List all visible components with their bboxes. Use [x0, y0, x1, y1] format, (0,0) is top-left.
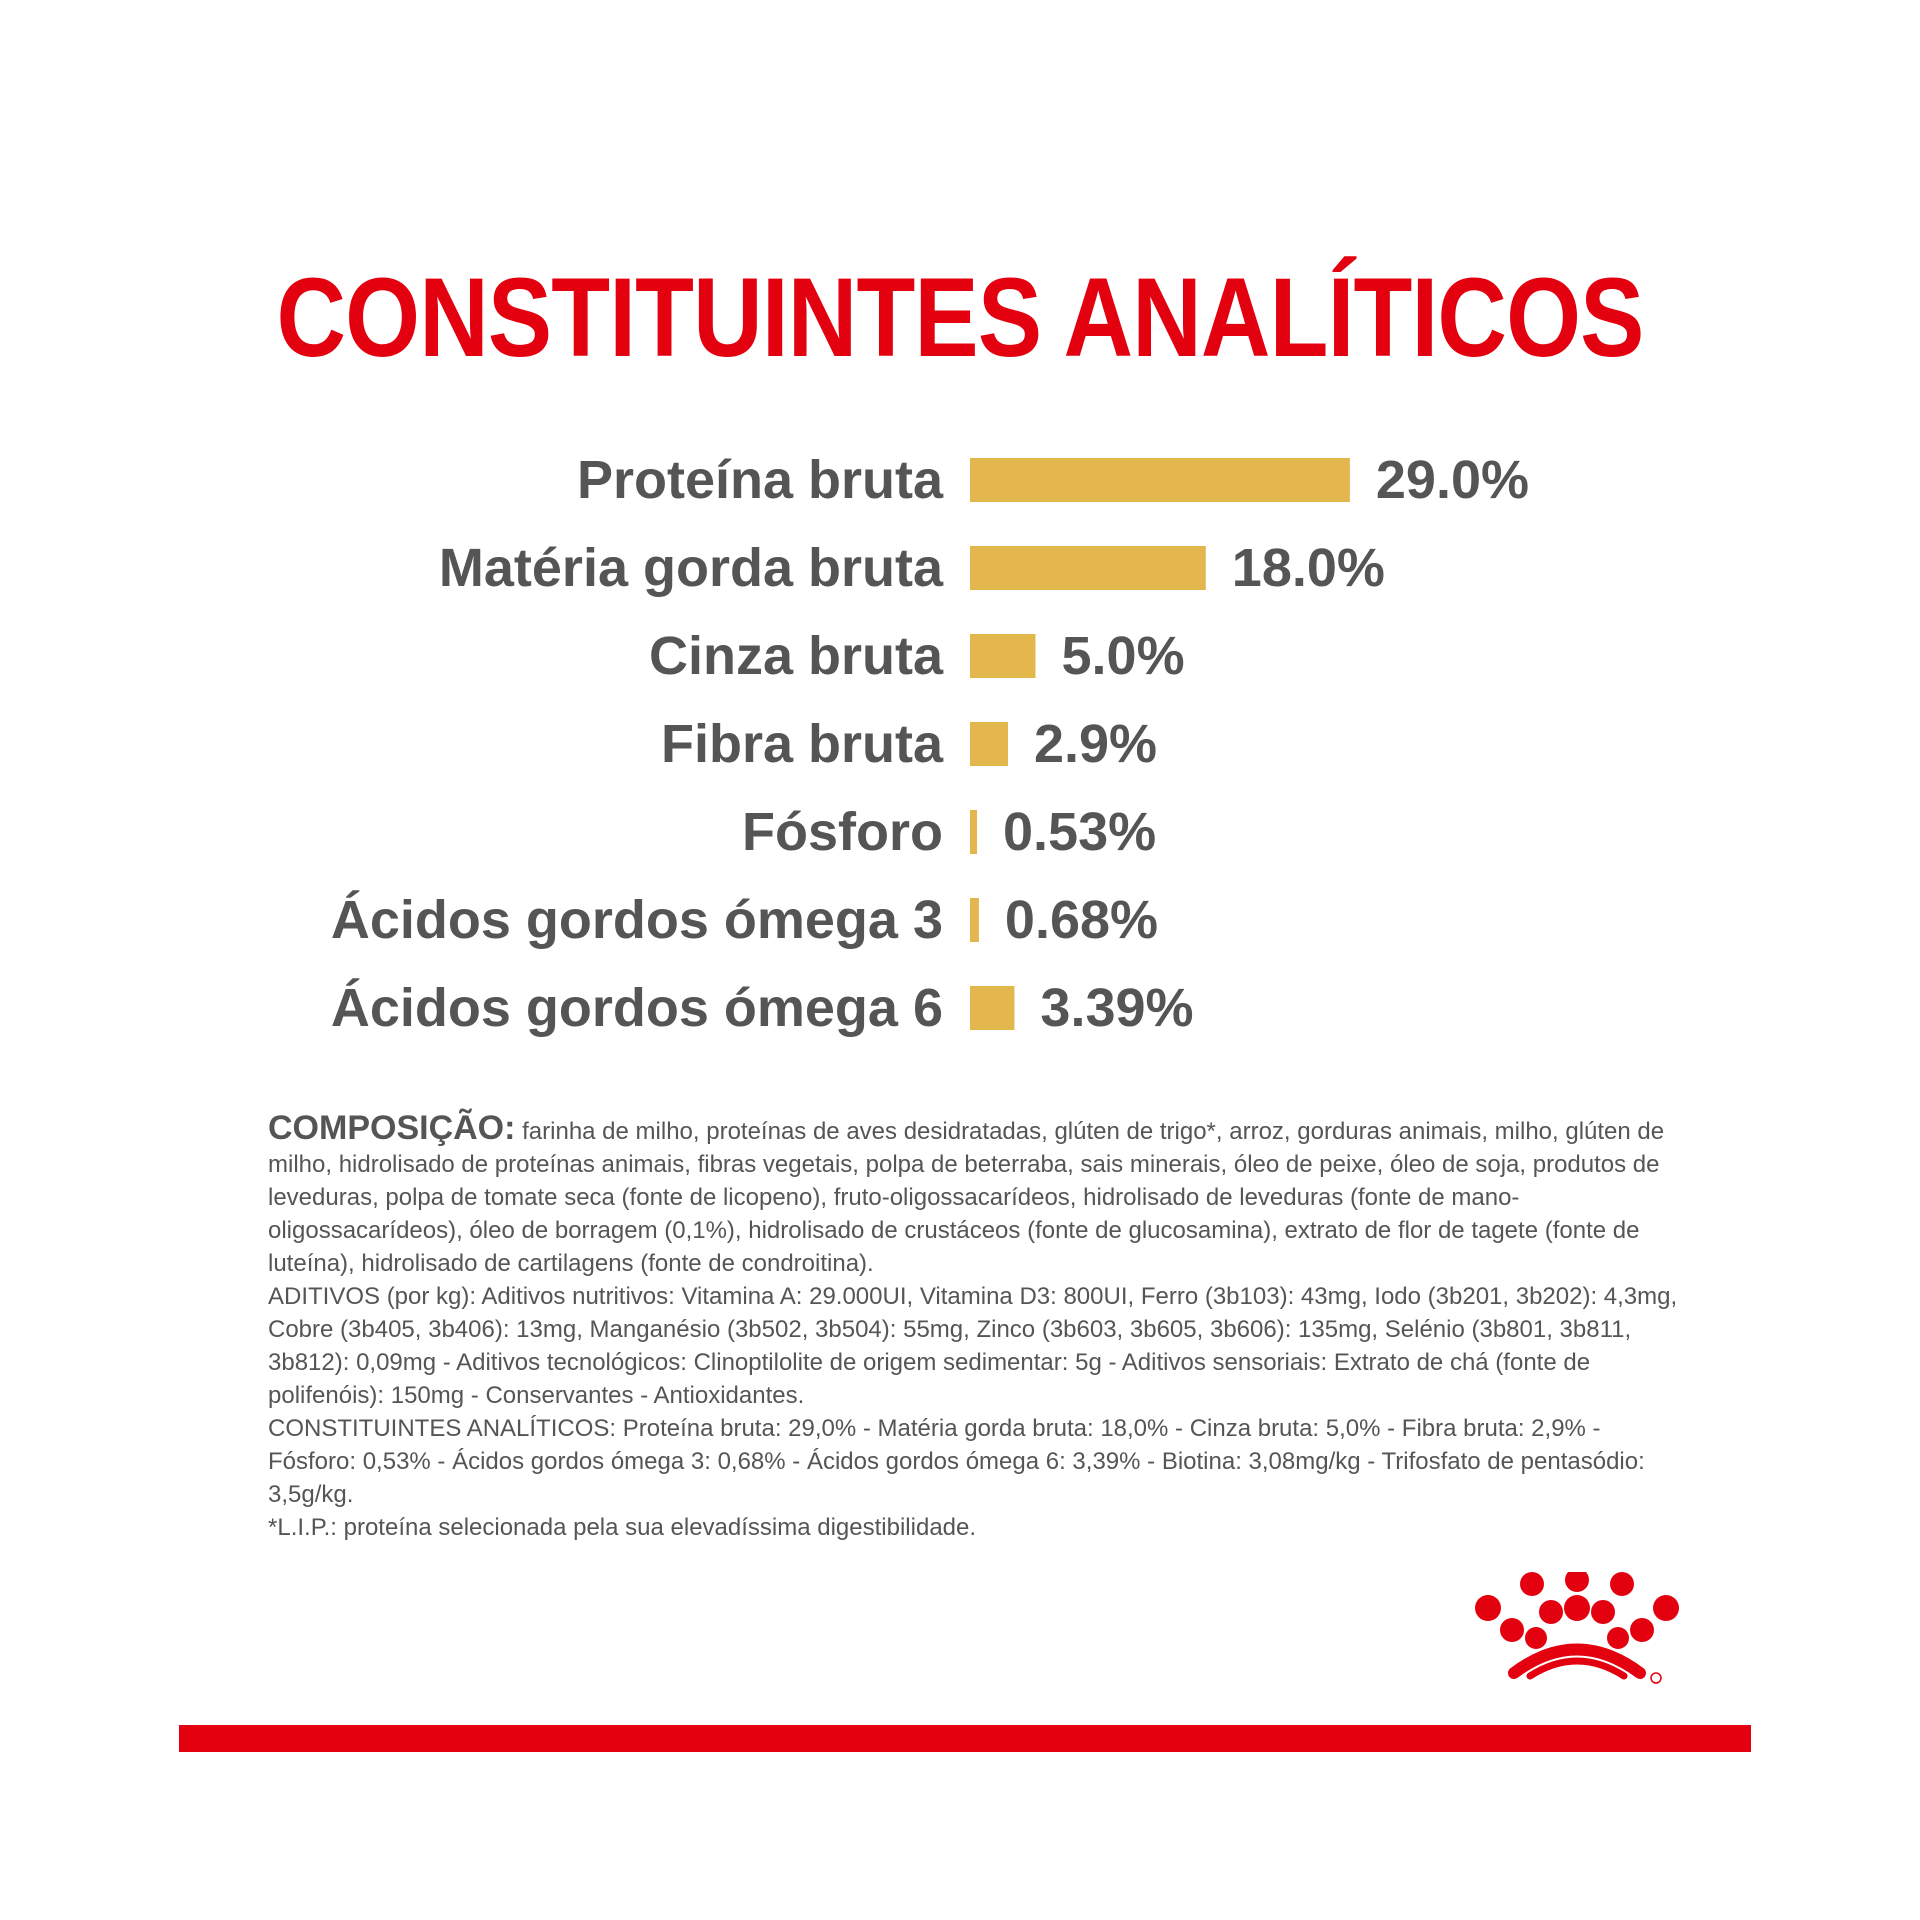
category-label: Fibra bruta [660, 714, 943, 774]
bar [970, 634, 1036, 678]
value-label: 3.39% [1040, 978, 1194, 1038]
composition-block [268, 1109, 1678, 1544]
category-label: Ácidos gordos ómega 3 [330, 890, 943, 950]
footer-bar [179, 1725, 1751, 1752]
bar [970, 898, 979, 942]
value-label: 0.68% [1004, 890, 1159, 950]
additives-text: ADITIVOS (por kg): Aditivos nutritivos: Vitamina A: 29.000UI, Vitamina D3: 800UI, Ferro (3b103): 43mg, Iodo (3b201, 3b202): 4,3mg, Cobre (3b405, 3b406): 13mg, Manganésio (3b502, 3b504): 55mg, Zinco (3b603, 3b605, 3b606): 135mg, Selénio (3b801, 3b811, 3b812): 0,09mg - Aditivos tecnológicos: Clinoptilolite de origem sedimentar: 5g - Aditivos sensoriais: Extrato de chá (fonte de polifenóis): 150mg - Conservantes - Antioxidantes. [268, 1283, 1678, 1409]
value-label: 0.53% [1003, 802, 1157, 862]
value-label: 18.0% [1231, 538, 1385, 598]
analytical-text: CONSTITUINTES ANALÍTICOS: Proteína bruta: 29,0% - Matéria gorda bruta: 18,0% - Cinza bruta: 5,0% - Fibra bruta: 2,9% - Fósforo: 0,53% - Ácidos gordos ómega 3: 0,68% - Ácidos gordos ómega 6: 3,39% - Biotina: 3,08mg/kg - Trifosfato de pentasódio: 3,5g/kg. [268, 1415, 1645, 1508]
bar [970, 810, 977, 854]
composition-paragraph [268, 1109, 1678, 1280]
value-label: 29.0% [1375, 450, 1530, 510]
bar [970, 546, 1206, 590]
category-label: Proteína bruta [576, 450, 943, 510]
category-label: Cinza bruta [648, 626, 943, 686]
footnote-text: *L.I.P.: proteína selecionada pela sua elevadíssima digestibilidade. [268, 1514, 977, 1541]
page-title: CONSTITUINTES ANALÍTICOS [276, 255, 1644, 380]
bar [970, 986, 1014, 1030]
category-label: Matéria gorda bruta [438, 538, 943, 598]
crown-logo-icon [1474, 1572, 1680, 1684]
value-label: 2.9% [1033, 714, 1158, 774]
bar [970, 458, 1350, 502]
category-label: Fósforo [742, 802, 943, 862]
category-label: Ácidos gordos ómega 6 [330, 978, 943, 1038]
bar [970, 722, 1008, 766]
value-label: 5.0% [1061, 626, 1185, 686]
composition-label: COMPOSIÇÃO: [268, 1109, 516, 1147]
composition-text: farinha de milho, proteínas de aves desidratadas, glúten de trigo*, arroz, gorduras animais, milho, glúten de milho, hidrolisado de proteínas animais, fibras vegetais, polpa de beterraba, sais minerais, óleo de peixe, óleo de soja, produtos de leveduras, polpa de tomate seca (fonte de licopeno), fruto-oligossacarídeos, hidrolisado de leveduras (fonte de mano-oligossacarídeos), óleo de borragem (0,1%), hidrolisado de crustáceos (fonte de glucosamina), extrato de flor de tagete (fonte de luteína), hidrolisado de cartilagens (fonte de condroitina). [268, 1118, 1665, 1277]
